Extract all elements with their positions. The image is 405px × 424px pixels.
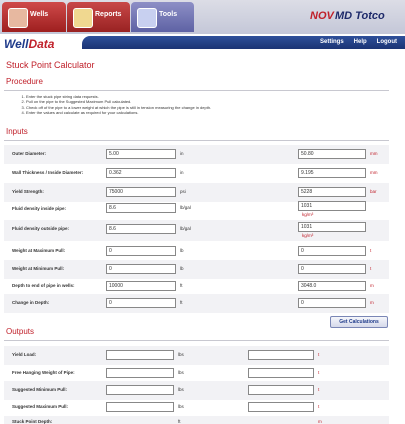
unit-label: kg/m³	[302, 212, 314, 217]
fluid-inside-metric-input[interactable]	[298, 201, 366, 211]
yield-load-metric-output	[248, 350, 314, 360]
free-hanging-weight-metric-output	[248, 368, 314, 378]
unit-label: t	[370, 266, 372, 271]
suggested-min-pull-metric-output	[248, 385, 314, 395]
row-label: Weight at Minimum Pull:	[12, 266, 65, 271]
tab-wells-label: Wells	[30, 11, 49, 18]
outer-diameter-input[interactable]	[106, 149, 176, 159]
nov-logo: NOV	[310, 10, 334, 22]
outer-diameter-metric-input[interactable]	[298, 149, 366, 159]
get-calculations-button[interactable]: Get Calculations	[330, 316, 388, 328]
tab-tools-label: Tools	[159, 11, 178, 18]
fluid-inside-input[interactable]	[106, 203, 176, 213]
output-row-suggested-max-pull	[4, 398, 389, 417]
unit-label: t	[318, 404, 320, 409]
unit-label: mm	[370, 151, 378, 156]
unit-label: lbs	[178, 387, 184, 392]
change-depth-metric-input[interactable]	[298, 298, 366, 308]
unit-label: ft	[178, 419, 181, 424]
unit-label: lb	[180, 266, 184, 271]
unit-label: kg/m³	[302, 233, 314, 238]
outputs-divider	[4, 340, 389, 341]
yield-strength-metric-input[interactable]	[298, 187, 366, 197]
tab-reports-label: Reports	[95, 11, 122, 18]
depth-input[interactable]	[106, 281, 176, 291]
unit-label: in	[180, 151, 184, 156]
unit-label: mm	[370, 170, 378, 175]
input-row-outer-diameter	[4, 145, 389, 164]
weight-min-pull-metric-input[interactable]	[298, 264, 366, 274]
help-link[interactable]: Help	[353, 39, 367, 45]
unit-label: m	[370, 283, 374, 288]
nav-links	[320, 39, 397, 45]
row-label: Stuck Point Depth:	[12, 419, 53, 424]
unit-label: ft	[180, 300, 183, 305]
logout-link[interactable]: Logout	[376, 39, 397, 45]
tools-icon	[137, 8, 157, 28]
input-row-change-depth	[4, 294, 389, 313]
row-label: Yield Strength:	[12, 189, 44, 194]
unit-label: t	[318, 387, 320, 392]
inputs-heading: Inputs	[6, 127, 28, 136]
unit-label: psi	[180, 189, 186, 194]
change-depth-input[interactable]	[106, 298, 176, 308]
unit-label: t	[318, 352, 320, 357]
procedure-step: 2. Pull on the pipe to the Suggested Maximum Pull calculated.	[26, 99, 211, 104]
row-label: Suggested Maximum Pull:	[12, 404, 69, 409]
row-label: Yield Load:	[12, 352, 37, 357]
suggested-max-pull-output	[106, 402, 174, 412]
free-hanging-weight-output	[106, 368, 174, 378]
fluid-outside-input[interactable]	[106, 224, 176, 234]
yield-load-output	[106, 350, 174, 360]
unit-label: lbs	[178, 404, 184, 409]
row-label: Fluid density inside pipe:	[12, 206, 67, 211]
tab-reports[interactable]	[67, 2, 130, 32]
yield-strength-input[interactable]	[106, 187, 176, 197]
input-row-fluid-outside	[4, 220, 389, 241]
unit-label: m	[318, 419, 322, 424]
inputs-divider	[4, 140, 389, 141]
unit-label: m	[370, 300, 374, 305]
suggested-max-pull-metric-output	[248, 402, 314, 412]
outputs-heading: Outputs	[6, 327, 35, 336]
reports-icon	[73, 8, 93, 28]
settings-link[interactable]: Settings	[319, 39, 344, 45]
procedure-divider	[4, 90, 389, 91]
unit-label: in	[180, 170, 184, 175]
brand-well: Well	[4, 37, 29, 51]
row-label: Depth to end of pipe in wells:	[12, 283, 75, 288]
unit-label: t	[318, 370, 320, 375]
unit-label: lb/gal	[180, 226, 191, 231]
unit-label: ft	[180, 283, 183, 288]
tab-tools[interactable]	[131, 2, 194, 32]
weight-min-pull-input[interactable]	[106, 264, 176, 274]
row-label: Free Hanging Weight of Pipe:	[12, 370, 75, 375]
row-label: Weight at Maximum Pull:	[12, 248, 66, 253]
row-label: Fluid density outside pipe:	[12, 226, 70, 231]
depth-metric-input[interactable]	[298, 281, 366, 291]
unit-label: t	[370, 248, 372, 253]
row-label: Outer Diameter:	[12, 151, 47, 156]
unit-label: bar	[370, 189, 377, 194]
input-row-weight-max-pull	[4, 242, 389, 261]
wall-thickness-input[interactable]	[106, 168, 176, 178]
row-label: Wall Thickness / Inside Diameter:	[12, 170, 84, 175]
brand-data: Data	[28, 37, 55, 51]
input-row-fluid-inside	[4, 200, 389, 220]
row-label: Suggested Minimum Pull:	[12, 387, 68, 392]
weight-max-pull-metric-input[interactable]	[298, 246, 366, 256]
procedure-step: 3. Check off of the pipe to a lower weight at which the pipe is still in tension measuring the change in depth.	[26, 105, 211, 110]
output-row-stuck-point-depth	[4, 416, 389, 424]
output-row-yield-load	[4, 346, 389, 365]
folder-icon	[8, 8, 28, 28]
totco-logo: MD Totco	[335, 10, 385, 22]
procedure-heading: Procedure	[6, 77, 43, 86]
tab-wells[interactable]	[2, 2, 66, 32]
input-row-wall-thickness	[4, 164, 389, 183]
procedure-step: 4. Enter the values and calculate as required for your calculations.	[26, 110, 211, 115]
procedure-step: 1. Enter the stuck pipe string data requests.	[26, 94, 211, 99]
weight-max-pull-input[interactable]	[106, 246, 176, 256]
suggested-min-pull-output	[106, 385, 174, 395]
unit-label: lb	[180, 248, 184, 253]
page-title: Stuck Point Calculator	[6, 60, 95, 70]
wall-thickness-metric-input[interactable]	[298, 168, 366, 178]
unit-label: lbs	[178, 352, 184, 357]
row-label: Change in Depth:	[12, 300, 50, 305]
unit-label: lbs	[178, 370, 184, 375]
unit-label: lb/gal	[180, 205, 191, 210]
welldata-logo	[4, 37, 54, 51]
procedure-steps	[16, 94, 211, 115]
fluid-outside-metric-input[interactable]	[298, 222, 366, 232]
